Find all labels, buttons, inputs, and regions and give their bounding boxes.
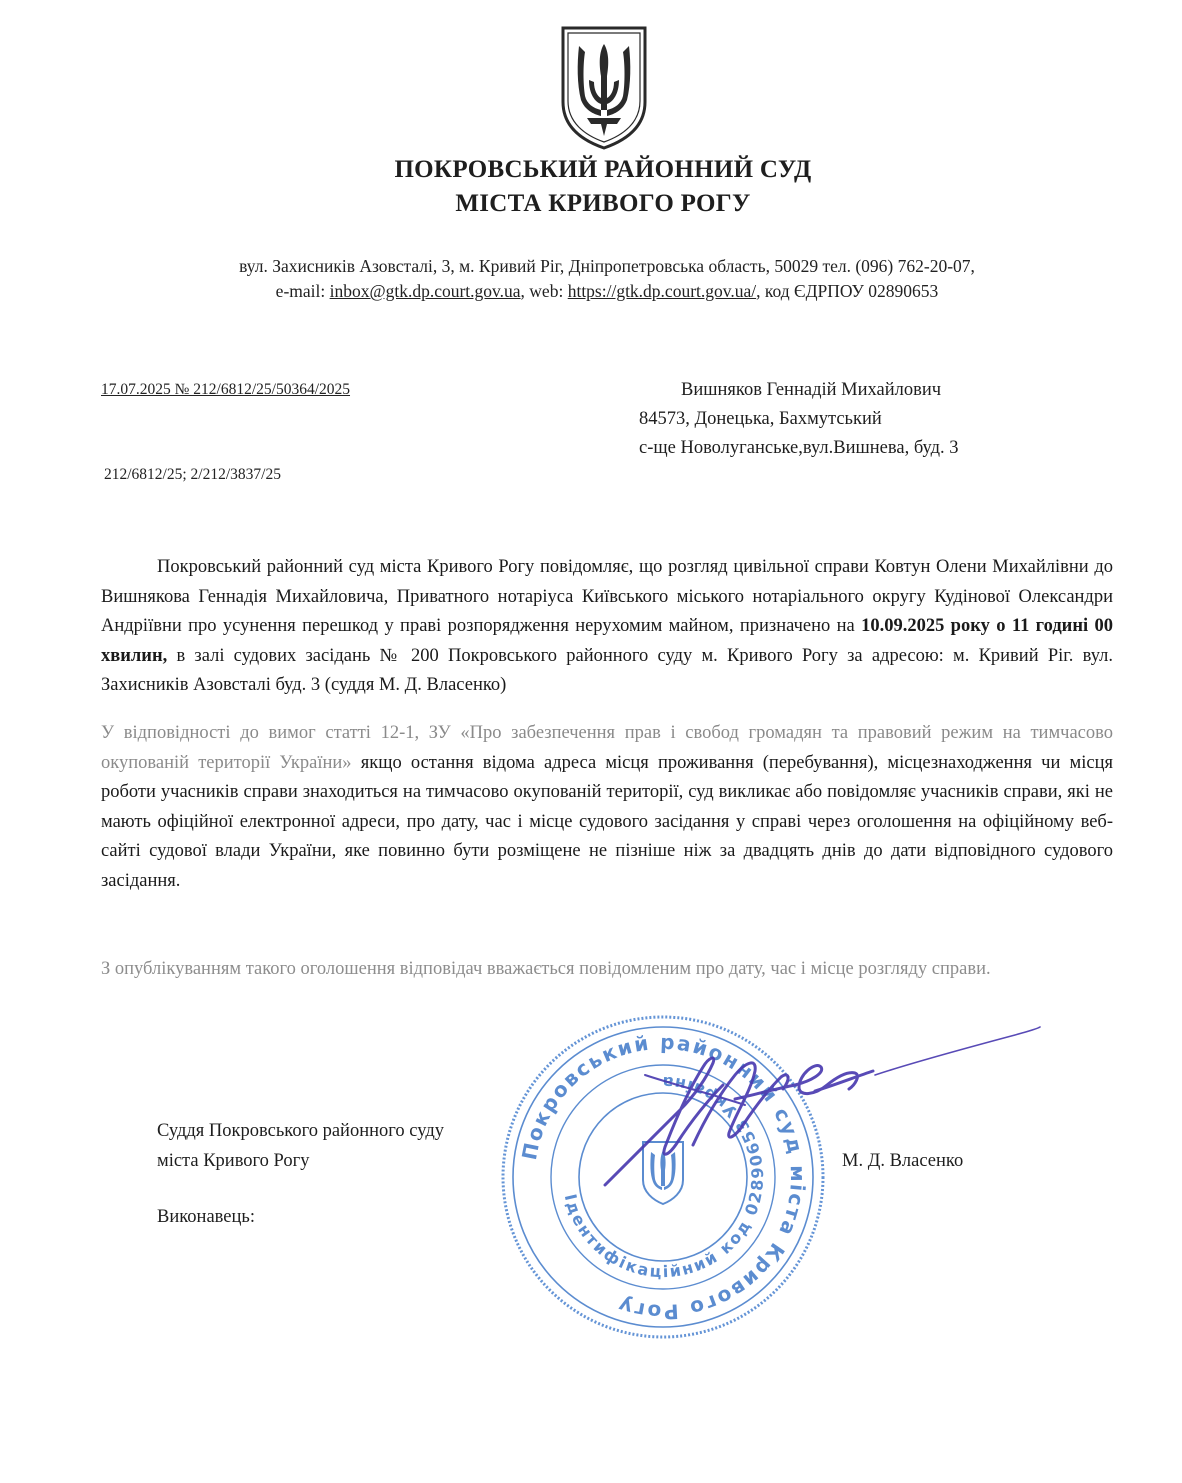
hearing-date: 10.09.2025 року о 11 годині 00 хвилин, — [101, 616, 1113, 666]
outgoing-number: 17.07.2025 № 212/6812/25/50364/2025 — [101, 381, 351, 398]
notice-text-b: в залі судових засідань № 200 Покровського районного суду м. Кривого Рогу за адресою: м. Кривий Ріг. вул. Захисників Азовсталі буд. 3 (суддя М. Д. Власенко) — [101, 645, 1113, 695]
addressee-address-line2: с-ще Новолуганське,вул.Вишнева, буд. 3 — [639, 438, 959, 458]
email-prefix: e-mail: — [275, 281, 330, 301]
web-prefix: , web: — [520, 281, 568, 301]
executor-label: Виконавець: — [157, 1207, 255, 1227]
stamp-inner-text: Ідентифікаційний код 02890653 Україна — [560, 1072, 768, 1282]
court-contacts — [16, 281, 1182, 302]
stamp-outer-text: Покровський районний суд міста Кривого Рогу — [517, 1029, 811, 1325]
judge-title-line2: міста Кривого Рогу — [157, 1151, 310, 1171]
legal-basis-paragraph — [101, 719, 1113, 896]
web-link[interactable]: https://gtk.dp.court.gov.ua/ — [567, 281, 757, 301]
edrpou-code: , код ЄДРПОУ 02890653 — [756, 281, 939, 301]
addressee-address-line1: 84573, Донецька, Бахмутський — [639, 409, 882, 429]
legal-basis-text: якщо остання відома адреса місця проживання (перебування), місцезнаходження чи місця роботи учасників справи знаходиться на тимчасово окупованій території, суд викликає або повідомляє учасників справи, які не мають офіційної електронної адреси, про дату, час і місце судового засідання у справі через оголошення на офіційному веб-сайті судової влади України, яке повинно бути розміщене не пізніше ніж за двадцять днів до дати відповідного судового засідання. — [101, 752, 1113, 891]
case-references: 212/6812/25; 2/212/3837/25 — [104, 466, 281, 483]
notice-paragraph — [101, 553, 1113, 701]
email-link[interactable]: inbox@gtk.dp.court.gov.ua — [329, 281, 521, 301]
judge-signature-icon — [585, 1015, 1045, 1205]
court-address: вул. Захисників Азовсталі, 3, м. Кривий Ріг, Дніпропетровська область, 50029 тел. (096) 762-20-07, — [239, 256, 975, 276]
judge-title-line1: Суддя Покровського районного суду — [157, 1121, 444, 1141]
court-name-line1: ПОКРОВСЬКИЙ РАЙОННИЙ СУД — [394, 156, 812, 183]
notice-text-a: Покровський районний суд міста Кривого Рогу повідомляє, що розгляд цивільної справи Ковтун Олени Михайлівни до Вишнякова Геннадія Михайловича, Приватного нотаріуса Київського міського нотаріального округу Кудінової Олександри Андріївни про усунення перешкод у праві розпорядження нерухомим майном, призначено на — [101, 557, 1113, 636]
addressee-name: Вишняков Геннадій Михайлович — [681, 380, 942, 400]
coat-of-arms-icon — [557, 24, 651, 152]
law-reference: У відповідності до вимог статті 12-1, ЗУ «Про забезпечення прав і свобод громадян та правовий режим на тимчасово окупованій території України» — [101, 723, 1113, 773]
publication-paragraph: З опублікуванням такого оголошення відповідач вважається повідомленим про дату, час і місце розгляду справи. — [101, 959, 991, 979]
court-name-line2: МІСТА КРИВОГО РОГУ — [455, 190, 751, 217]
judge-name: М. Д. Власенко — [842, 1151, 964, 1171]
